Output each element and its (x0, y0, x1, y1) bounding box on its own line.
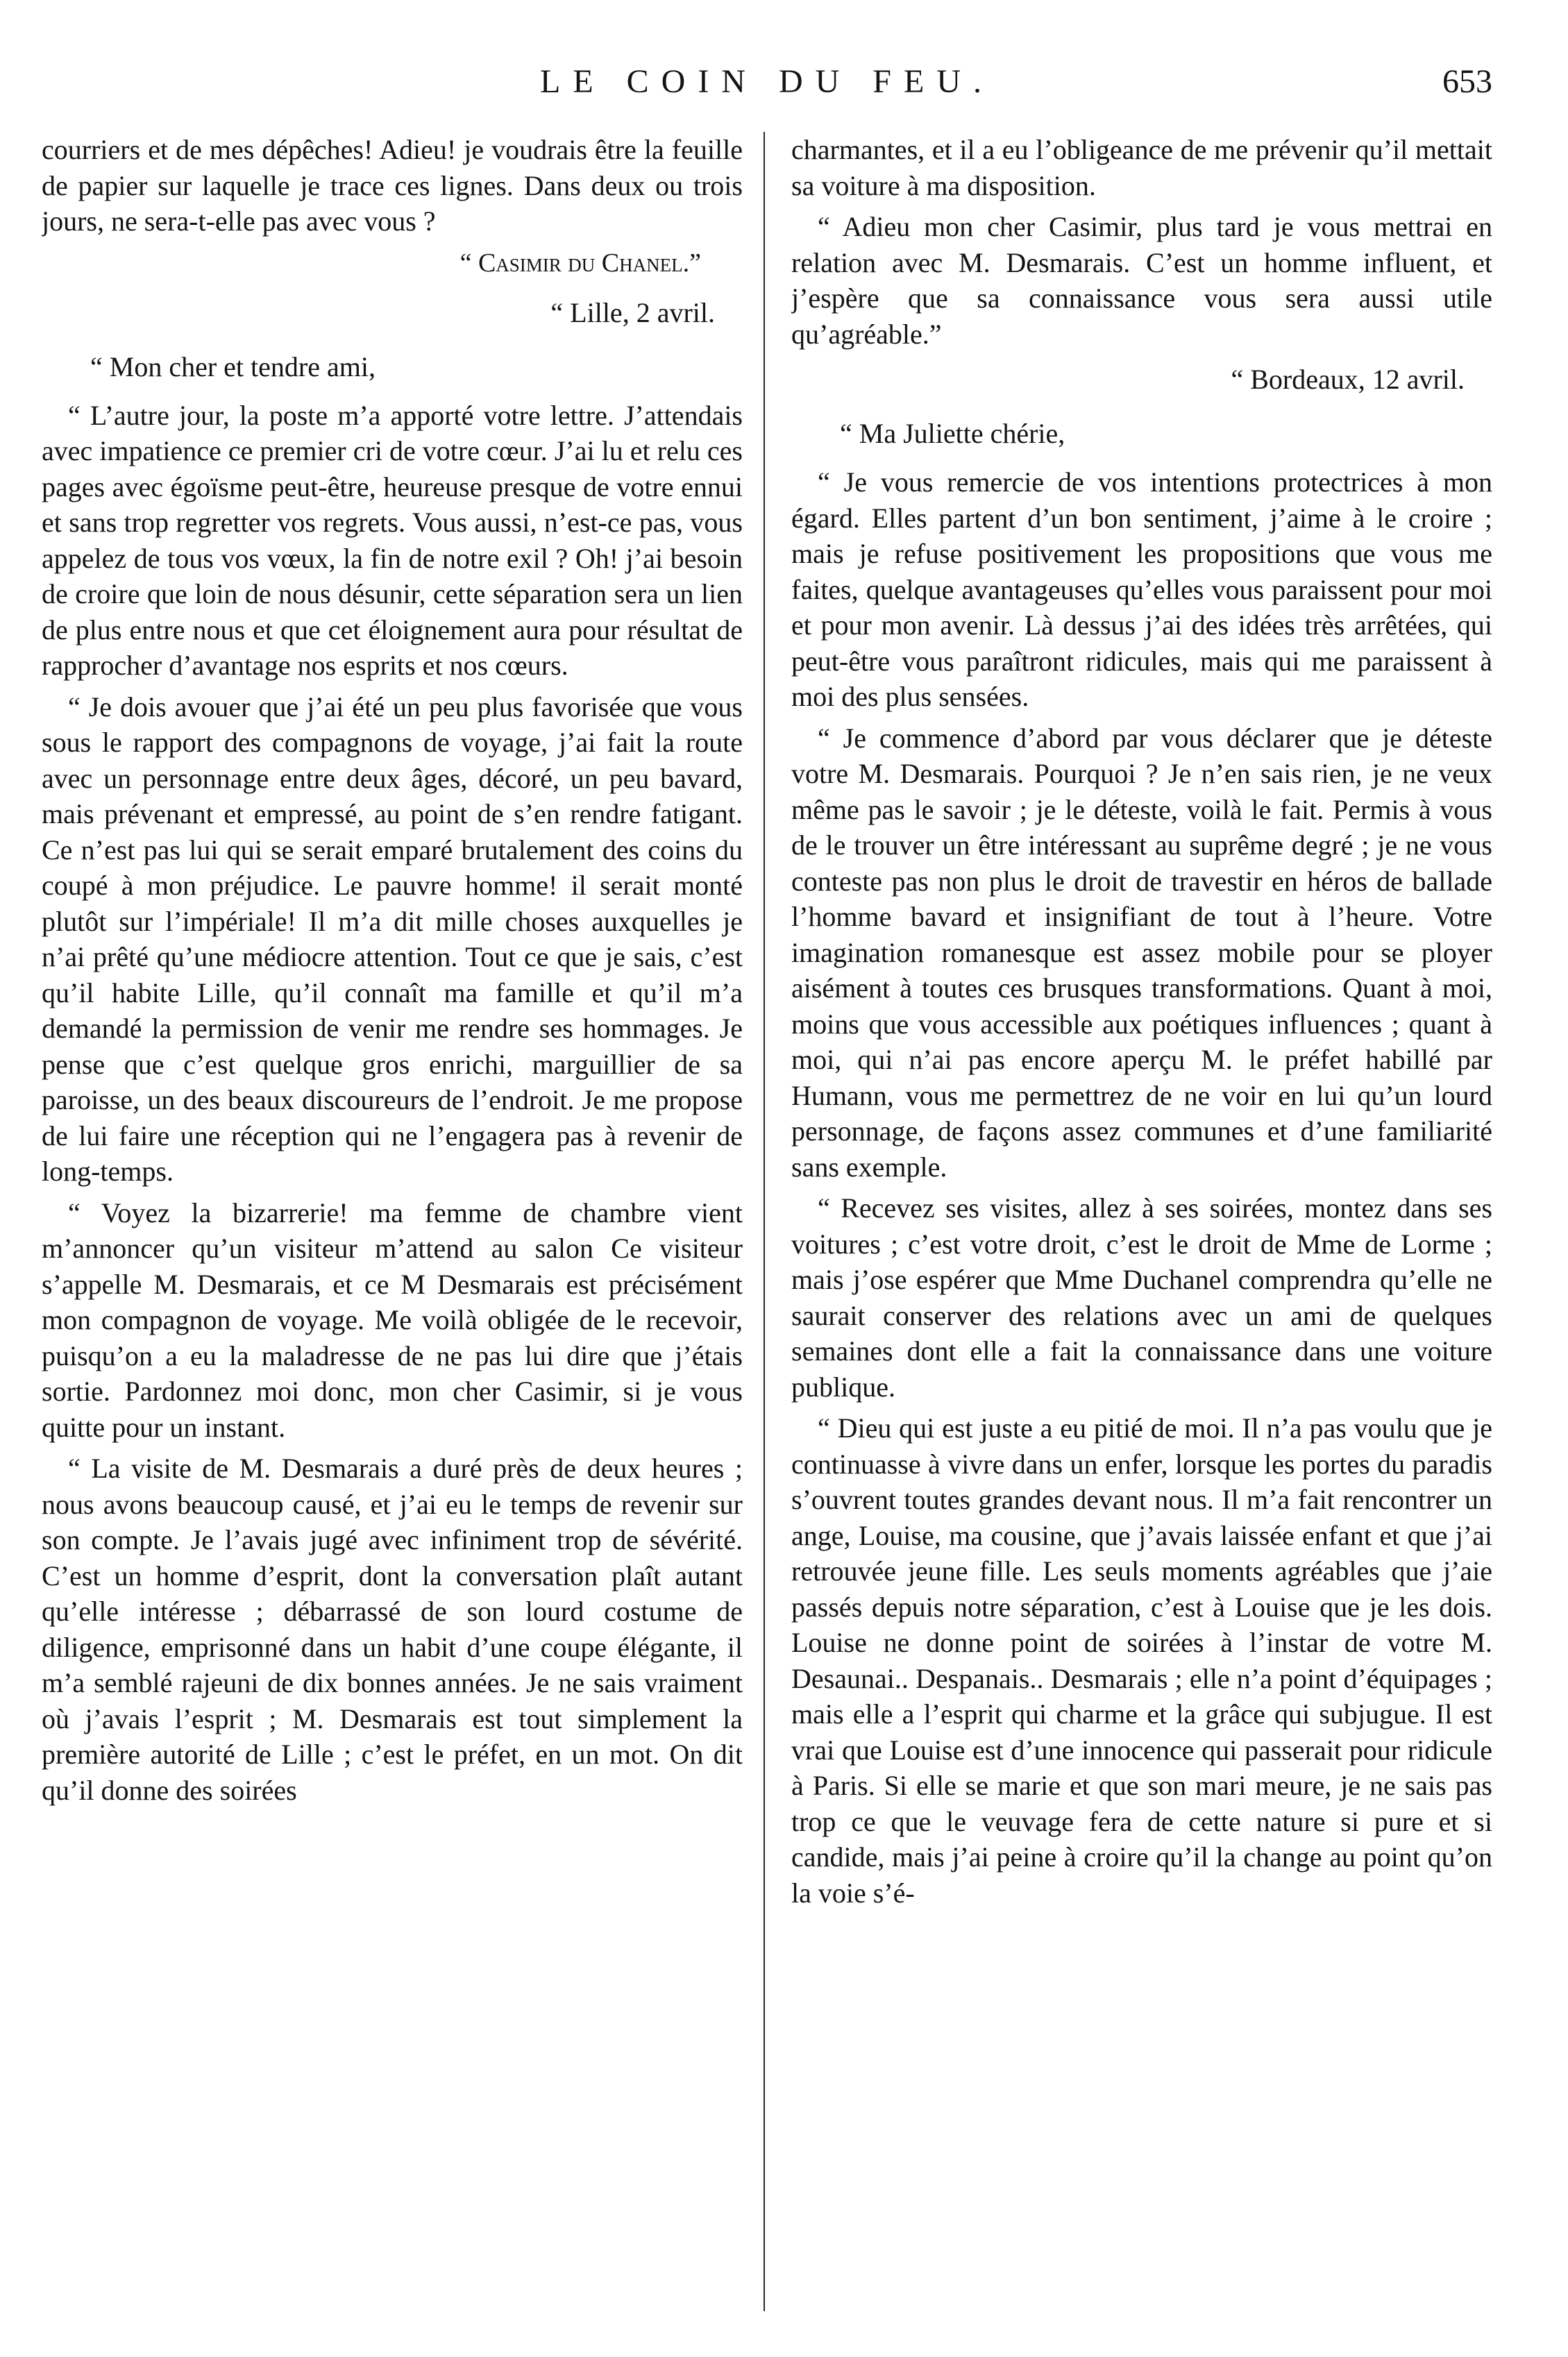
left-column (42, 132, 743, 2311)
column-divider (764, 132, 765, 2311)
letter-signature: “ Casimir du Chanel.” (460, 248, 701, 278)
text-columns (42, 132, 1492, 2311)
paragraph: “ Voyez la bizarrerie! ma femme de chambre vient m’annoncer qu’un visiteur m’attend au salon Ce visiteur s’appelle M. Desmarais, et ce M Desmarais est précisément mon compagnon de voyage. Me voilà obligée de le recevoir, puisqu’on a eu la maladresse de ne pas lui dire que j’étais sortie. Pardonnez moi donc, mon cher Casimir, si je vous quitte pour un instant. (42, 1197, 743, 1443)
paragraph: “ L’autre jour, la poste m’a apporté votre lettre. J’attendais avec impatience ce premier cri de votre cœur. J’ai lu et relu ces pages avec égoïsme peut-être, heureuse presque de votre ennui et sans trop regretter vos regrets. Vous aussi, n’est-ce pas, vous appelez de tous vos vœux, la fin de notre exil ? Oh! j’ai besoin de croire que loin de nous désunir, cette séparation sera un lien de plus entre nous et que cet éloignement aura pour résultat de rapprocher d’avantage nos esprits et nos cœurs. (42, 399, 743, 681)
running-head (42, 62, 1492, 125)
book-page (42, 62, 1492, 2325)
letter-dateline: “ Lille, 2 avril. (550, 296, 715, 328)
paragraph: “ La visite de M. Desmarais a duré près de deux heures ; nous avons beaucoup causé, et j’ai eu le temps de revenir sur son compte. Je l’avais jugé avec infiniment trop de sévérité. C’est un homme d’esprit, dont la conversation plaît autant qu’elle intéresse ; débarrassé de son lourd costume de diligence, emprisonné dans un habit d’une coupe élégante, il m’a semblé rajeuni de dix bonnes années. Je ne sais vraiment où j’avais l’esprit ; M. Desmarais est tout simplement la première autorité de Lille ; c’est le préfet, en un mot. On dit qu’il donne des soirées (42, 1453, 743, 1806)
letter-dateline: “ Bordeaux, 12 avril. (1231, 364, 1465, 395)
paragraph: “ Je commence d’abord par vous déclarer que je déteste votre M. Desmarais. Pourquoi ? Je n’en sais rien, je ne veux même pas le savoir ; je le déteste, voilà le fait. Permis à vous de le trouver un être intéressant au suprême degré ; je ne vous conteste pas non plus le droit de travestir en héros de ballade l’homme bavard et insignifiant de tout à l’heure. Votre imagination romanesque est assez mobile pour se ployer aisément à toutes ces brusques transformations. Quant à moi, moins que vous accessible aux poétiques influences ; quant à moi, qui n’ai pas encore aperçu M. le préfet habillé par Humann, vous me permettrez de ne voir en lui qu’un lourd personnage, de façons assez communes et d’une familiarité sans exemple. (791, 722, 1492, 1183)
running-title: LE COIN DU FEU. (540, 63, 994, 100)
page-number: 653 (1442, 63, 1492, 100)
paragraph: “ Adieu mon cher Casimir, plus tard je vous mettrai en relation avec M. Desmarais. C’est un homme influent, et j’espère que sa connaissance vous sera aussi utile qu’agréable.” (791, 211, 1492, 350)
letter-salutation: “ Mon cher et tendre ami, (90, 350, 376, 382)
paragraph: “ Je dois avouer que j’ai été un peu plus favorisée que vous sous le rapport des compagnons de voyage, j’ai fait la route avec un personnage entre deux âges, décoré, un peu bavard, mais prévenant et empressé, au point de s’en rendre fatigant. Ce n’est pas lui qui se serait emparé brutalement des coins du coupé à mon préjudice. Le pauvre homme! il serait monté plutôt sur l’impériale! Il m’a dit mille choses auxquelles je n’ai prêté qu’une médiocre attention. Tout ce que je sais, c’est qu’il habite Lille, qu’il connaît ma famille et qu’il m’a demandé la permission de venir me rendre ses hommages. Je pense que c’est quelque gros enrichi, marguillier de sa paroisse, un des beaux discoureurs de l’endroit. Je me propose de lui faire une réception qui ne l’engagera pas à revenir de long-temps. (42, 691, 743, 1187)
paragraph: “ Dieu qui est juste a eu pitié de moi. Il n’a pas voulu que je continuasse à vivre dans un enfer, lorsque les portes du paradis s’ouvrent toutes grandes devant nous. Il m’a fait rencontrer un ange, Louise, ma cousine, que j’avais laissée enfant et que j’ai retrouvée jeune fille. Les seuls moments agréables que j’aie passés depuis notre séparation, c’est à Louise que je les dois. Louise ne donne point de soirées à l’instar de votre M. Desaunai.. Despanais.. Desmarais ; elle n’a point d’équipages ; mais elle a l’esprit qui charme et la grâce qui subjugue. Il est vrai que Louise est d’une innocence qui passerait pour ridicule à Paris. Si elle se marie et que son mari meure, je ne sais pas trop ce que le veuvage fera de cette nature si pure et si candide, mais j’ai peine à croire qu’il la change au point qu’on la voie s’é- (791, 1412, 1492, 1909)
paragraph: “ Recevez ses visites, allez à ses soirées, montez dans ses voitures ; c’est votre droit, c’est le droit de Mme de Lorme ; mais j’ose espérer que Mme Duchanel comprendra qu’elle ne saurait conserver des relations avec un ami de quelques semaines dont elle a fait la connaissance dans une voiture publique. (791, 1192, 1492, 1403)
letter-salutation: “ Ma Juliette chérie, (840, 418, 1065, 449)
paragraph: courriers et de mes dépêches! Adieu! je voudrais être la feuille de papier sur laquelle je trace ces lignes. Dans deux ou trois jours, ne sera-t-elle pas avec vous ? (42, 134, 743, 237)
paragraph: “ Je vous remercie de vos intentions protectrices à mon égard. Elles partent d’un bon sentiment, j’aime à le croire ; mais je refuse positivement les propositions que vous me faites, quelque avantageuses qu’elles vous paraissent pour moi et pour mon avenir. Là dessus j’ai des idées très arrêtées, qui peut-être vous paraîtront ridicules, mais qui me paraissent à moi des plus sensées. (791, 466, 1492, 712)
paragraph: charmantes, et il a eu l’obligeance de me prévenir qu’il mettait sa voiture à ma disposition. (791, 134, 1492, 201)
right-column (791, 132, 1492, 2311)
